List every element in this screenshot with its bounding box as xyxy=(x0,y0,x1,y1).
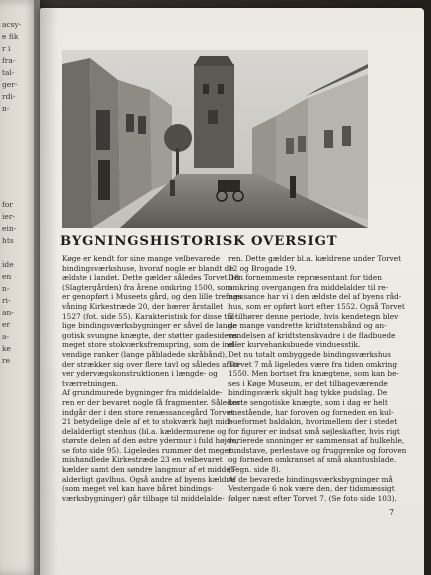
text-line: bindingsværkshuse, hvoraf nogle er blandt de xyxy=(62,263,234,273)
text-line: delalderligt stenhus (bl.a. kældermurene og xyxy=(62,426,227,436)
text-line: meget store stokværksfremspring, som de ind- xyxy=(62,340,237,350)
text-line: og forneden omkranset af små akantusblade. xyxy=(228,455,397,465)
left-page-text-fragment: acsy- xyxy=(2,20,22,29)
text-line: næssance har vi i den ældste del af byens råd- xyxy=(228,292,402,302)
text-line: er genopført i Museets gård, og den lille trefags xyxy=(62,292,242,302)
text-line: 5 tilhører denne periode, hvis kendetegn blev xyxy=(228,311,399,321)
text-line: se foto side 95). Ligeledes rummer det meget xyxy=(62,445,232,455)
text-line: 1550. Men bortset fra knægtene, som kan be- xyxy=(228,369,399,379)
text-line: Vestergade 6 nok være den, der tidsmæssigt xyxy=(228,484,395,494)
text-line: for figurer er indsat små søjleskafter, hvis rigt xyxy=(228,426,400,436)
text-line: rundstave, perlestave og fruggrenke og foroven xyxy=(228,445,407,455)
text-line: bueformet baldakin, hvorimellem der i stedet xyxy=(228,417,398,427)
text-line: 21 betydelige dele af et to stokværk højt mid- xyxy=(62,417,232,427)
text-line: lige bindingsværksbygninger er såvel de lange xyxy=(62,321,237,331)
text-line: vendige ranker (lange påbladede skråbånd), xyxy=(62,349,228,359)
text-line: kælder samt den søndre langmur af et middel- xyxy=(62,465,236,475)
text-line: indgår der i den store renæssancegård Torvet xyxy=(62,407,234,417)
left-page-text-fragment: ri- xyxy=(2,296,11,305)
left-text-column xyxy=(62,254,242,503)
text-line: enestående, har foroven og forneden en kul- xyxy=(228,407,394,417)
text-line: Det nu totalt ombyggede bindingsværkshus xyxy=(228,349,392,359)
text-line: (som meget vel kan have båret bindings- xyxy=(62,484,214,494)
left-page-text-fragment: n- xyxy=(2,104,10,113)
text-line: Den fornemmeste repræsentant for tiden xyxy=(228,273,382,283)
left-page-text-fragment: hts xyxy=(2,236,14,245)
text-line: tværretningen. xyxy=(62,378,119,388)
text-line: ses i Køge Museum, er det tilbageværende xyxy=(228,378,388,388)
text-line: Køge er kendt for sine mange velbevarede xyxy=(62,254,221,263)
section-heading: BYGNINGSHISTORISK OVERSIGT xyxy=(60,234,338,249)
text-line: gotisk svungne knægte, der støtter gadesidens xyxy=(62,330,238,340)
text-line: korte sengotiske knægte, som i dag er helt xyxy=(228,397,388,407)
text-line: 1527 (fot. side 55). Karakteristisk for disse tid- xyxy=(62,311,237,321)
text-line: mishandlede Kirkestræde 23 en velbevaret xyxy=(62,455,223,465)
street-photograph-drawing xyxy=(62,50,368,228)
right-text-column xyxy=(228,254,407,503)
left-page-text-fragment: a- xyxy=(2,332,10,341)
text-line: omkring overgangen fra middelalder til re- xyxy=(228,282,389,292)
left-page-text-fragment: tal- xyxy=(2,68,15,77)
left-page-text-fragment: ier- xyxy=(2,212,15,221)
text-line: ren. Dette gælder bl.a. kældrene under Torvet xyxy=(228,254,402,263)
text-line: Af de bevarede bindingsværksbygninger må xyxy=(228,474,393,484)
text-line: vendelsen af kridtstenskvadre i de fladbuede xyxy=(228,330,396,340)
left-page-text-fragment: ide xyxy=(2,260,14,269)
text-line: 12 og Brogade 19. xyxy=(228,263,297,273)
text-line: hus, som er opført kort efter 1552. Også Torvet xyxy=(228,301,405,311)
text-line: Af grundmurede bygninger fra middelalde- xyxy=(62,388,223,398)
text-line: varierede snoninger er sammensat af hulkehle, xyxy=(228,436,405,446)
left-page-text-fragment: re xyxy=(2,356,11,365)
street-photograph xyxy=(62,50,368,228)
left-page-text-fragment: rdi- xyxy=(2,92,16,101)
left-page-text-fragment: er xyxy=(2,320,11,329)
text-line: alderligt gavlhus. Også andre af byens kældre xyxy=(62,474,235,484)
left-page-text-fragment: ke xyxy=(2,344,11,353)
text-line: våning Kirkestræde 20, der bærer årstallet xyxy=(62,301,224,311)
left-page-text-fragment: ger- xyxy=(2,80,18,89)
text-line: følger næst efter Torvet 7. (Se foto side 103). xyxy=(228,493,397,503)
left-page-text-fragment: ein- xyxy=(2,224,17,233)
text-line: værksbygninger) går tilbage til middelalde- xyxy=(62,493,225,503)
left-page-text-fragment: r i xyxy=(2,44,11,53)
text-line: ældste i landet. Dette gælder således Torvet 18 xyxy=(62,273,240,283)
text-line: største delen af den østre ydermur i fuld højde, xyxy=(62,436,239,446)
left-page-text-fragment: fra- xyxy=(2,56,16,65)
text-line: de mange vandrette kridtstensbånd og an- xyxy=(228,321,387,331)
text-line: ver ydervægskonstruktionen i længde- og xyxy=(62,369,218,379)
text-line: Torvet 7 må ligeledes være fra tiden omkring xyxy=(228,359,398,369)
left-page-text-fragment: e fik xyxy=(2,32,19,41)
left-page-text-fragment: n- xyxy=(2,284,10,293)
text-line: (Tegn. side 8). xyxy=(228,465,282,475)
page-number: 7 xyxy=(389,508,395,517)
text-line: (Slagtergården) fra årene omkring 1500, som xyxy=(62,282,233,292)
text-line: der strækker sig over flere tavl og således afsti- xyxy=(62,359,241,369)
left-page-text-fragment: en xyxy=(2,272,12,281)
text-line: bindingsværk skjult bag tykke pudslag. De xyxy=(228,388,388,398)
left-page-text-fragment: an- xyxy=(2,308,14,317)
text-line: ren er der bevaret nogle få fragmenter. Således xyxy=(62,397,240,407)
text-line: eller kurvehanksbuede vinduesstik. xyxy=(228,340,361,350)
left-page-text-fragment: for xyxy=(2,200,13,209)
